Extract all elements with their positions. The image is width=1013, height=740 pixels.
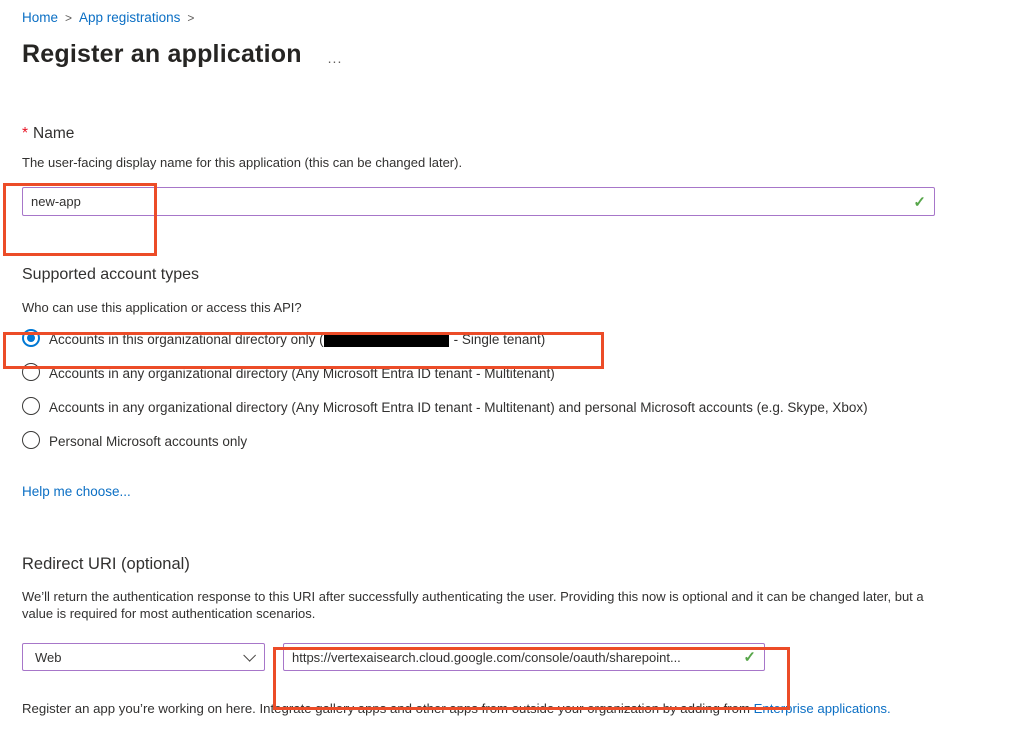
platform-select-dropdown[interactable] [22,643,265,671]
account-types-radio-group [22,330,1013,450]
redirect-uri-input[interactable] [292,650,737,665]
page-header [22,40,1013,69]
redirect-uri-row [22,643,1013,671]
radio-unselected-icon[interactable] [22,363,40,381]
redirect-uri-field [283,643,765,671]
name-field-label [22,125,1013,143]
page-title: Register an application [22,40,302,68]
chevron-down-icon [243,649,256,662]
valid-checkmark-icon: ✓ [743,649,756,666]
radio-label-text: Accounts in this organizational directory only ( [49,332,324,347]
name-label-text: Name [33,125,75,142]
supported-account-types-heading: Supported account types [22,266,200,283]
breadcrumb-separator-icon: > [187,10,195,25]
radio-option-multitenant[interactable] [22,364,1013,382]
breadcrumb-home-link[interactable]: Home [22,10,59,25]
more-options-icon[interactable]: ... [327,49,343,66]
breadcrumb [22,10,1013,25]
radio-option-single-tenant[interactable] [22,330,1013,348]
radio-unselected-icon[interactable] [22,397,40,415]
radio-option-label: Personal Microsoft accounts only [49,434,248,449]
platform-select-value: Web [35,649,62,665]
footer-text: Register an app you’re working on here. Integrate gallery apps and other apps from outside your organization by adding from [22,701,754,716]
redirect-uri-heading: Redirect URI (optional) [22,555,190,573]
radio-unselected-icon[interactable] [22,431,40,449]
account-types-question: Who can use this application or access this API? [22,300,302,315]
redacted-tenant-name [324,332,449,347]
valid-checkmark-icon: ✓ [913,193,926,211]
breadcrumb-separator-icon: > [65,10,73,25]
footer-help-text [22,701,1013,716]
radio-label-text: - Single tenant) [453,332,546,347]
enterprise-applications-link[interactable]: Enterprise applications. [753,701,891,716]
radio-option-label: Accounts in any organizational directory (Any Microsoft Entra ID tenant - Multitenant) and personal Microsoft accounts (e.g. Skype, Xbox) [49,400,868,415]
radio-option-personal-only[interactable] [22,432,1013,450]
radio-option-label: Accounts in any organizational directory (Any Microsoft Entra ID tenant - Multitenant) [49,366,555,381]
app-name-input[interactable] [31,194,907,209]
radio-option-multitenant-personal[interactable] [22,398,1013,416]
radio-option-label [49,330,545,348]
name-field-description: The user-facing display name for this application (this can be changed later). [22,155,463,170]
radio-selected-icon[interactable] [22,329,40,347]
app-name-field [22,187,935,216]
required-asterisk: * [22,125,29,142]
redirect-uri-description: We’ll return the authentication response to this URI after successfully authenticating the user. Providing this now is optional and it can be changed later, but a value is required for most authentication scenarios. [22,589,924,621]
help-me-choose-link[interactable]: Help me choose... [22,484,131,499]
breadcrumb-app-registrations-link[interactable]: App registrations [79,10,181,25]
